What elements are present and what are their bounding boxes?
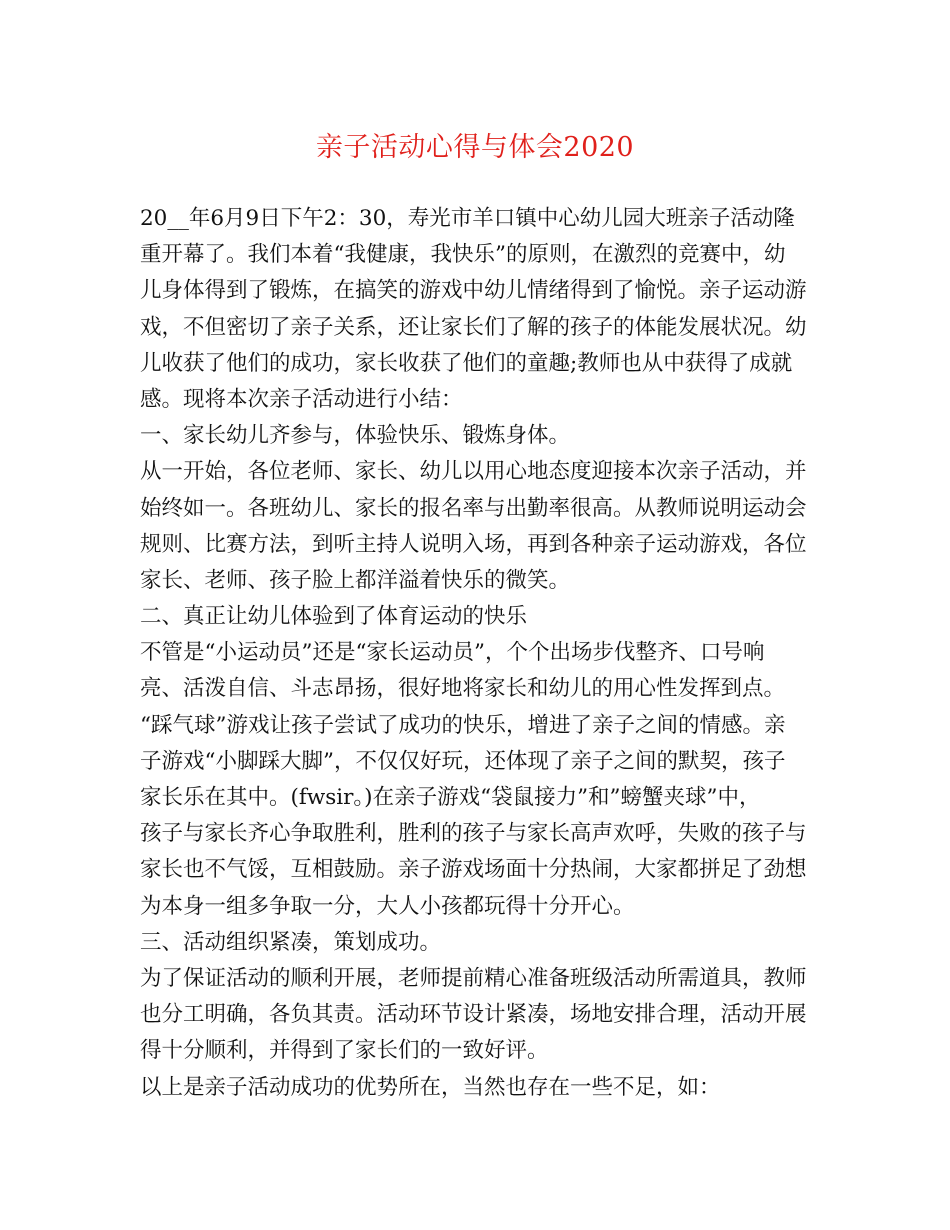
body-line: 重开幕了。我们本着“我健康，我快乐”的原则，在激烈的竞赛中，幼	[140, 242, 786, 268]
body-line: 子游戏“小脚踩大脚”，不仅仅好玩，还体现了亲子之间的默契，孩子	[140, 748, 786, 774]
body-line: 20__年6月9日下午2：30，寿光市羊口镇中心幼儿园大班亲子活动隆	[140, 206, 795, 231]
body-line: 儿身体得到了锻炼，在搞笑的游戏中幼儿情绪得到了愉悦。亲子运动游	[140, 278, 807, 304]
body-line: 以上是亲子活动成功的优势所在，当然也存在一些不足，如：	[140, 1074, 721, 1100]
section-heading: 二、真正让幼儿体验到了体育运动的快乐	[140, 604, 528, 630]
body-line: 为本身一组多争取一分，大人小孩都玩得十分开心。	[140, 893, 635, 919]
body-line: 家长也不气馁，互相鼓励。亲子游戏场面十分热闹，大家都拼足了劲想	[140, 857, 807, 883]
body-line: 为了保证活动的顺利开展，老师提前精心准备班级活动所需道具，教师	[140, 965, 807, 991]
body-line: 孩子与家长齐心争取胜利，胜利的孩子与家长高声欢呼，失败的孩子与	[140, 821, 807, 847]
body-line: 家长乐在其中。(fwsir。)在亲子游戏“袋鼠接力”和”螃蟹夹球”中，	[140, 785, 761, 810]
document-body	[140, 201, 820, 1106]
document-title: 亲子活动心得与体会2020	[315, 132, 635, 163]
body-line: 得十分顺利，并得到了家长们的一致好评。	[140, 1038, 549, 1064]
body-line: 始终如一。各班幼儿、家长的报名率与出勤率很高。从教师说明运动会	[140, 495, 807, 521]
section-heading: 一、家长幼儿齐参与，体验快乐、锻炼身体。	[140, 423, 571, 449]
body-line: 从一开始，各位老师、家长、幼儿以用心地态度迎接本次亲子活动，并	[140, 459, 807, 485]
section-heading: 三、活动组织紧凑，策划成功。	[140, 929, 442, 955]
body-line: 儿收获了他们的成功，家长收获了他们的童趣;教师也从中获得了成就	[140, 350, 793, 376]
body-line: 戏，不但密切了亲子关系，还让家长们了解的孩子的体能发展状况。幼	[140, 314, 807, 340]
body-line: “踩气球”游戏让孩子尝试了成功的快乐，增进了亲子之间的情感。亲	[140, 712, 786, 738]
body-line: 也分工明确，各负其责。活动环节设计紧凑，场地安排合理，活动开展	[140, 1002, 807, 1028]
body-line: 亮、活泼自信、斗志昂扬，很好地将家长和幼儿的用心性发挥到点。	[140, 676, 786, 702]
body-line: 家长、老师、孩子脸上都洋溢着快乐的微笑。	[140, 567, 571, 593]
body-line: 规则、比赛方法，到听主持人说明入场，再到各种亲子运动游戏，各位	[140, 531, 807, 557]
body-line: 不管是“小运动员”还是“家长运动员”，个个出场步伐整齐、口号响	[140, 640, 765, 666]
body-line: 感。现将本次亲子活动进行小结：	[140, 386, 463, 412]
